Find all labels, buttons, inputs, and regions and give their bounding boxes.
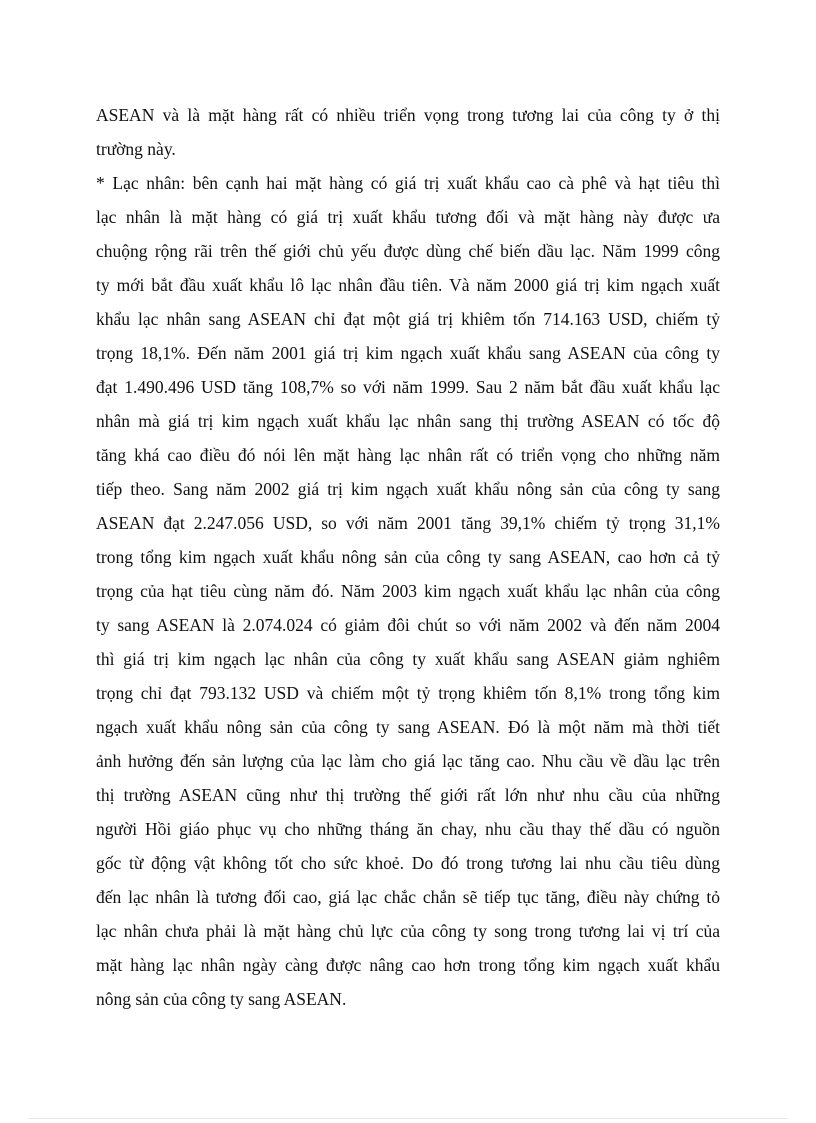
text-line: lạc nhân là mặt hàng có giá trị xuất khẩu tương đối và mặt hàng này được ưa <box>96 207 720 227</box>
text-line: khẩu lạc nhân sang ASEAN chỉ đạt một giá trị khiêm tốn 714.163 USD, chiếm tỷ <box>96 309 720 329</box>
text-line: người Hồi giáo phục vụ cho những tháng ăn chay, nhu cầu thay thế dầu có nguồn <box>96 819 720 839</box>
text-line: ảnh hưởng đến sản lượng của lạc làm cho giá lạc tăng cao. Nhu cầu về dầu lạc trên <box>96 751 720 771</box>
text-line: ty sang ASEAN là 2.074.024 có giảm đôi chút so với năm 2002 và đến năm 2004 <box>96 615 720 635</box>
text-line: nông sản của công ty sang ASEAN. <box>96 989 347 1009</box>
text-line: đạt 1.490.496 USD tăng 108,7% so với năm 1999. Sau 2 năm bắt đầu xuất khẩu lạc <box>96 377 720 397</box>
text-line: trong tổng kim ngạch xuất khẩu nông sản của công ty sang ASEAN, cao hơn cả tỷ <box>96 547 720 567</box>
page-bottom-divider <box>28 1118 788 1119</box>
text-line: ty mới bắt đầu xuất khẩu lô lạc nhân đầu tiên. Và năm 2000 giá trị kim ngạch xuất <box>96 275 720 295</box>
text-line: chuộng rộng rãi trên thế giới chủ yếu được dùng chế biến dầu lạc. Năm 1999 công <box>96 241 720 261</box>
body-text <box>96 100 720 1018</box>
text-line: tăng khá cao điều đó nói lên mặt hàng lạc nhân rất có triển vọng cho những năm <box>96 445 720 465</box>
text-line: thị trường ASEAN cũng như thị trường thế giới rất lớn như nhu cầu của những <box>96 785 720 805</box>
text-line: tiếp theo. Sang năm 2002 giá trị kim ngạch xuất khẩu nông sản của công ty sang <box>96 479 720 499</box>
text-line: trọng chỉ đạt 793.132 USD và chiếm một tỷ trọng khiêm tốn 8,1% trong tổng kim <box>96 683 720 703</box>
text-line: ASEAN và là mặt hàng rất có nhiều triển vọng trong tương lai của công ty ở thị <box>96 105 720 125</box>
text-line: trọng của hạt tiêu cùng năm đó. Năm 2003 kim ngạch xuất khẩu lạc nhân của công <box>96 581 720 601</box>
text-line: ASEAN đạt 2.247.056 USD, so với năm 2001 tăng 39,1% chiếm tỷ trọng 31,1% <box>96 513 720 533</box>
text-line: trọng 18,1%. Đến năm 2001 giá trị kim ngạch xuất khẩu sang ASEAN của công ty <box>96 343 720 363</box>
text-line: thì giá trị kim ngạch lạc nhân của công ty xuất khẩu sang ASEAN giảm nghiêm <box>96 649 720 669</box>
text-line: gốc từ động vật không tốt cho sức khoẻ. Do đó trong tương lai nhu cầu tiêu dùng <box>96 853 720 873</box>
text-line: đến lạc nhân là tương đối cao, giá lạc chắc chắn sẽ tiếp tục tăng, điều này chứng tỏ <box>96 887 720 907</box>
text-line: trường này. <box>96 139 176 159</box>
text-line: nhân mà giá trị kim ngạch xuất khẩu lạc nhân sang thị trường ASEAN có tốc độ <box>96 411 720 431</box>
text-line: ngạch xuất khẩu nông sản của công ty sang ASEAN. Đó là một năm mà thời tiết <box>96 717 720 737</box>
text-line: lạc nhân chưa phải là mặt hàng chủ lực của công ty song trong tương lai vị trí của <box>96 921 720 941</box>
text-line: * Lạc nhân: bên cạnh hai mặt hàng có giá trị xuất khẩu cao cà phê và hạt tiêu thì <box>96 173 720 193</box>
text-line: mặt hàng lạc nhân ngày càng được nâng cao hơn trong tổng kim ngạch xuất khẩu <box>96 955 720 975</box>
